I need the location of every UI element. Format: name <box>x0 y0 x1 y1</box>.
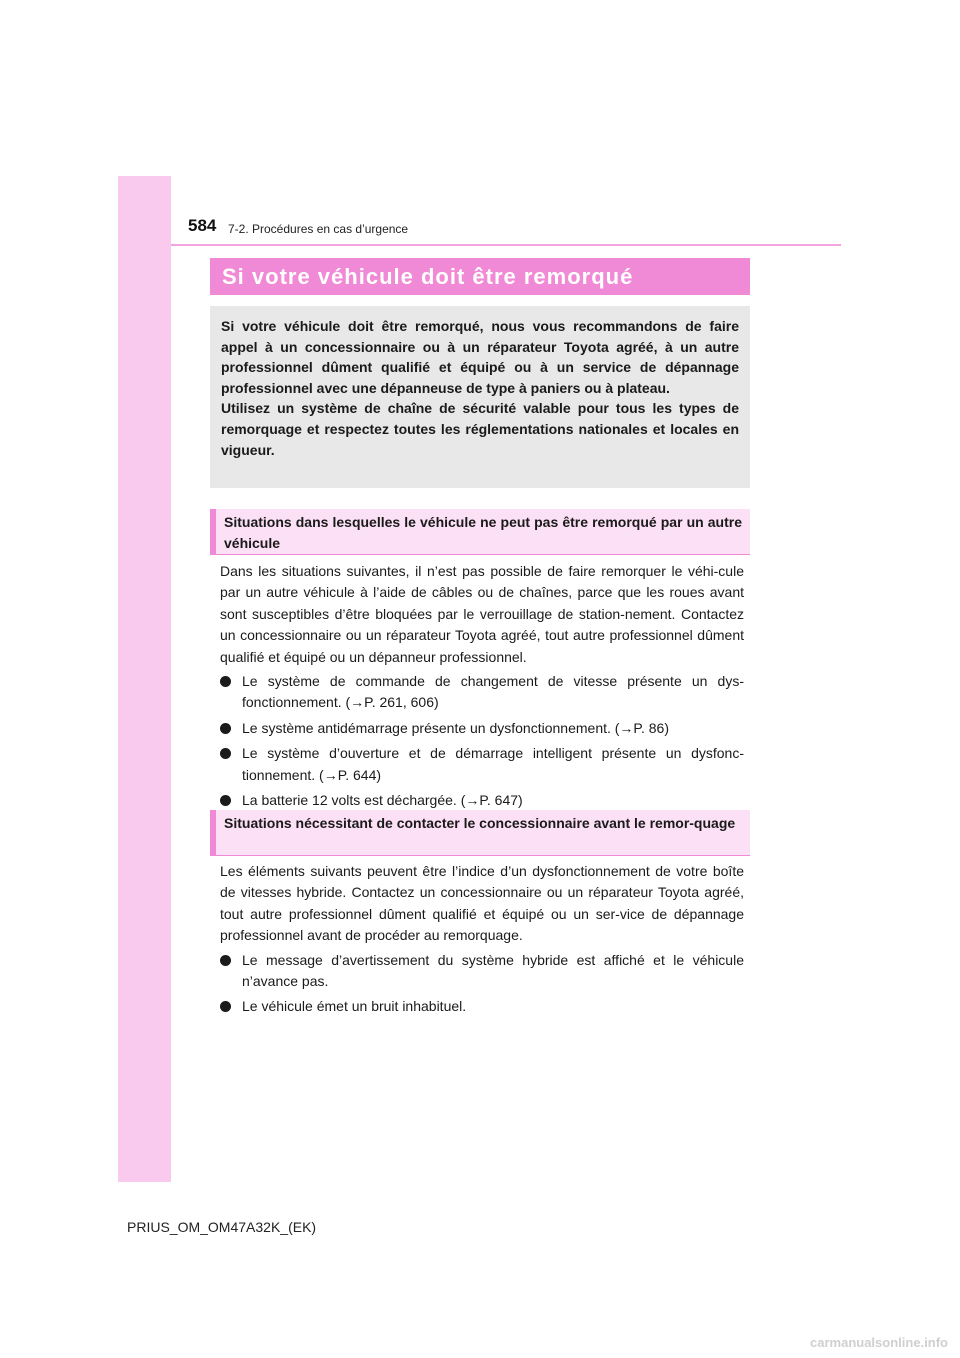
subsection-heading-text: Situations dans lesquelles le véhicule ne peut pas être remorqué par un autre véhicule <box>224 514 742 551</box>
subsection-heading-contact-dealer <box>210 810 750 856</box>
bullet-icon <box>220 676 231 687</box>
paragraph: Les éléments suivants peuvent être l’indice d’un dysfonctionnement de votre boîte de vitesses hybride. Contactez un concessionnaire ou un réparateur Toyota agréé, tout autre professionnel dûment qualifié et équipé ou un ser-vice de dépannage professionnel avant de procéder au remorquage. <box>220 863 744 944</box>
intro-text-2: Utilisez un système de chaîne de sécurité valable pour tous les types de remorquage et respectez toutes les réglementations nationales et locales en vigueur. <box>221 400 739 458</box>
subsection-body-contact-dealer <box>220 861 744 1022</box>
list-item: La batterie 12 volts est déchargée. (→P. 647) <box>220 790 744 811</box>
paragraph: Dans les situations suivantes, il n’est pas possible de faire remorquer le véhi-cule par un autre véhicule à l’aide de câbles ou de chaînes, parce que les roues avant sont susceptibles d’être bloquées par le verrouillage de station-nement. Contactez un concessionnaire ou un réparateur Toyota agréé, tout autre professionnel dûment qualifié et équipé ou un dépanneur professionnel. <box>220 563 744 665</box>
footer-document-code: PRIUS_OM_OM47A32K_(EK) <box>127 1219 317 1235</box>
chapter-title: 7-2. Procédures en cas d’urgence <box>228 222 409 236</box>
bullet-icon <box>220 795 231 806</box>
intro-text: Si votre véhicule doit être remorqué, nous vous recommandons de faire appel à un concessionnaire ou à un réparateur Toyota agréé, à un autre professionnel dûment qualifié et équipé ou à un service de dépannage professionnel avec une dépanneuse de type à paniers ou à plateau. <box>221 318 739 396</box>
bullet-list <box>220 671 744 811</box>
header-divider <box>171 244 841 246</box>
bullet-icon <box>220 748 231 759</box>
subsection-heading-towing-impossible <box>210 509 750 555</box>
list-item: Le système d’ouverture et de démarrage intelligent présente un dysfonc-tionnement. (→P. 644) <box>220 743 744 786</box>
subsection-body-towing-impossible <box>220 561 744 815</box>
bullet-icon <box>220 723 231 734</box>
list-item: Le véhicule émet un bruit inhabituel. <box>220 996 744 1017</box>
section-title-banner <box>210 258 750 295</box>
list-item: Le système antidémarrage présente un dysfonctionnement. (→P. 86) <box>220 718 744 739</box>
bullet-list <box>220 950 744 1018</box>
watermark: carmanualsonline.info <box>810 1335 948 1350</box>
bullet-icon <box>220 1001 231 1012</box>
list-item: Le système de commande de changement de vitesse présente un dys-fonctionnement. (→P. 261, 606) <box>220 671 744 714</box>
subsection-heading-text: Situations nécessitant de contacter le concessionnaire avant le remor-quage <box>224 815 736 831</box>
intro-box <box>210 306 750 488</box>
list-item: Le message d’avertissement du système hybride est affiché et le véhicule n’avance pas. <box>220 950 744 993</box>
bullet-icon <box>220 955 231 966</box>
side-color-strip <box>118 176 171 1182</box>
page-number: 584 <box>188 216 217 235</box>
section-title: Si votre véhicule doit être remorqué <box>222 263 634 289</box>
